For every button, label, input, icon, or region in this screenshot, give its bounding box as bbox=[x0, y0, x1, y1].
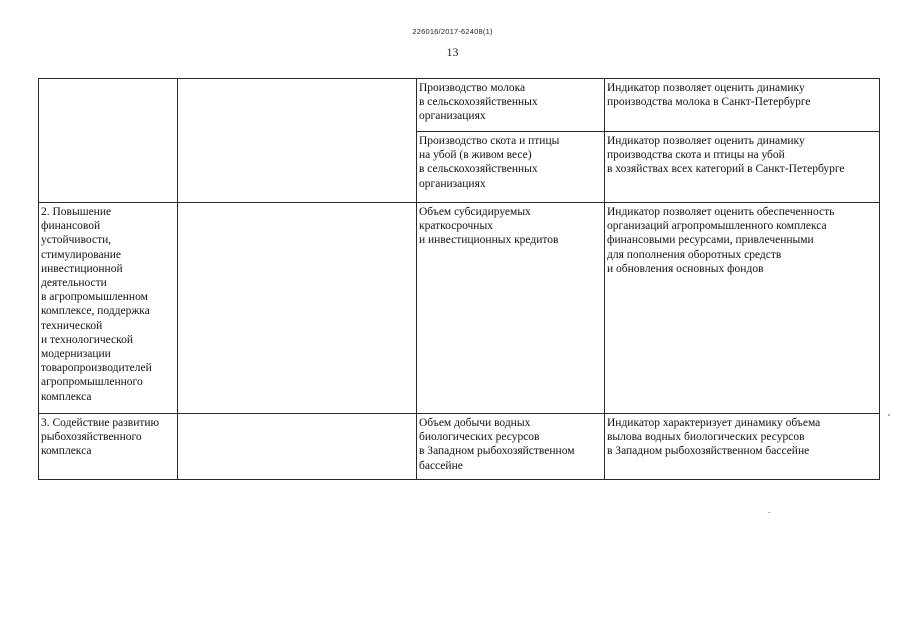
cell-text-line: комплекса bbox=[41, 445, 92, 458]
goal-cell bbox=[39, 203, 178, 414]
cell-text-line: рыбохозяйственного bbox=[41, 431, 142, 444]
cell-text-line: на убой (в живом весе) bbox=[419, 149, 532, 162]
goal-cell bbox=[39, 414, 178, 480]
cell-text-line: производства скота и птицы на убой bbox=[607, 149, 785, 162]
cell-text-line: комплекса bbox=[41, 390, 92, 403]
cell-text-line: краткосрочных bbox=[419, 220, 493, 233]
cell-text-line: деятельности bbox=[41, 277, 107, 290]
cell-text-line: стимулирование bbox=[41, 248, 121, 261]
cell-text-line: Индикатор позволяет оценить динамику bbox=[607, 135, 805, 147]
cell-text-line: модернизации bbox=[41, 348, 111, 361]
cell-text-line: финансовыми ресурсами, привлеченными bbox=[607, 234, 814, 247]
cell-text-line: бассейне bbox=[419, 459, 463, 472]
table-row bbox=[39, 79, 880, 132]
cell-text-line: 3. Содействие развитию bbox=[41, 417, 160, 429]
cell-text-line: вылова водных биологических ресурсов bbox=[607, 431, 805, 444]
cell-text-line: Индикатор позволяет оценить динамику bbox=[607, 82, 805, 94]
cell-text-line: агропромышленного bbox=[41, 376, 143, 389]
indicator-description-cell bbox=[605, 79, 880, 132]
cell-text-line: технической bbox=[41, 319, 103, 332]
cell-text-line: в агропромышленном bbox=[41, 291, 148, 304]
indicator-name-cell bbox=[417, 79, 605, 132]
cell-text-line: организациях bbox=[419, 110, 486, 123]
cell-text-line: и обновления основных фондов bbox=[607, 262, 764, 275]
cell-text-line: организациях bbox=[419, 177, 486, 190]
cell-text-line: 2. Повышение bbox=[41, 206, 112, 218]
indicators-table bbox=[38, 78, 880, 480]
table-row bbox=[39, 414, 880, 480]
cell-text-line: товаропроизводителей bbox=[41, 362, 152, 375]
cell-text-line: устойчивости, bbox=[41, 234, 112, 247]
table-row bbox=[39, 203, 880, 414]
scan-speck bbox=[888, 414, 890, 416]
cell-text-line: в хозяйствах всех категорий в Санкт-Петербурге bbox=[607, 163, 845, 176]
indicator-description-cell bbox=[605, 203, 880, 414]
scan-speck bbox=[768, 512, 770, 513]
cell-text-line: Производство молока bbox=[419, 82, 526, 94]
cell-text-line: и технологической bbox=[41, 333, 134, 346]
cell-text-line: финансовой bbox=[41, 220, 101, 233]
cell-text-line: в сельскохозяйственных bbox=[419, 163, 538, 176]
cell-text-line: в Западном рыбохозяйственном бассейне bbox=[607, 445, 810, 458]
cell-text-line: для пополнения оборотных средств bbox=[607, 248, 782, 261]
indicator-name-cell bbox=[417, 132, 605, 203]
task-cell bbox=[178, 203, 417, 414]
page-number: 13 bbox=[446, 45, 459, 59]
cell-text-line: Индикатор характеризует динамику объема bbox=[607, 417, 821, 429]
cell-text-line: производства молока в Санкт-Петербурге bbox=[607, 96, 811, 109]
cell-text-line: организаций агропромышленного комплекса bbox=[607, 220, 827, 233]
indicator-name-cell bbox=[417, 414, 605, 480]
goal-cell bbox=[39, 79, 178, 203]
cell-text-line: в Западном рыбохозяйственном bbox=[419, 445, 575, 458]
cell-text-line: Объем добычи водных bbox=[419, 417, 531, 429]
cell-text-line: и инвестиционных кредитов bbox=[419, 234, 559, 247]
task-cell bbox=[178, 79, 417, 203]
task-cell bbox=[178, 414, 417, 480]
indicator-name-cell bbox=[417, 203, 605, 414]
cell-text-line: Объем субсидируемых bbox=[419, 206, 531, 218]
cell-text-line: биологических ресурсов bbox=[419, 431, 540, 444]
indicator-description-cell bbox=[605, 414, 880, 480]
document-id: 226016/2017-62408(1) bbox=[412, 27, 493, 36]
cell-text-line: Производство скота и птицы bbox=[419, 135, 560, 147]
cell-text-line: инвестиционной bbox=[41, 262, 123, 275]
indicator-description-cell bbox=[605, 132, 880, 203]
cell-text-line: в сельскохозяйственных bbox=[419, 96, 538, 109]
cell-text-line: комплексе, поддержка bbox=[41, 305, 150, 318]
cell-text-line: Индикатор позволяет оценить обеспеченность bbox=[607, 206, 835, 218]
